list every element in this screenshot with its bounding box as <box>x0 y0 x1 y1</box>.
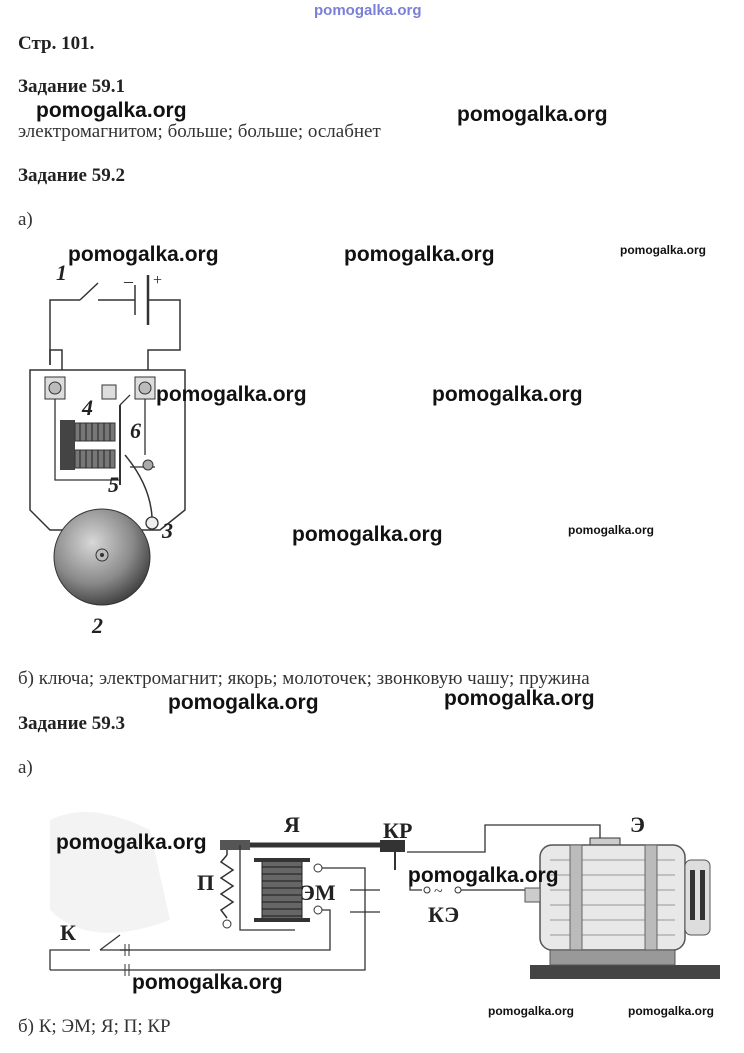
figure-label-kr: КР <box>383 818 413 843</box>
figure-label-plus: + <box>153 272 163 289</box>
watermark: pomogalka.org <box>292 523 443 546</box>
task-59-3-title: Задание 59.3 <box>18 713 125 734</box>
figure-label-e: Э <box>630 812 645 837</box>
watermark: pomogalka.org <box>568 523 655 537</box>
task-59-3-part-a: а) <box>18 757 33 778</box>
watermark: pomogalka.org <box>408 864 559 887</box>
figure-label-3: 3 <box>162 518 173 543</box>
figure-label-ke: КЭ <box>428 902 460 927</box>
figure-label-6: 6 <box>130 418 141 443</box>
watermark: pomogalka.org <box>628 1004 715 1018</box>
watermark: pomogalka.org <box>488 1004 575 1018</box>
figure-label-5: 5 <box>108 472 119 497</box>
task-59-2-part-a: а) <box>18 209 33 230</box>
watermark: pomogalka.org <box>620 243 707 257</box>
watermark: pomogalka.org <box>56 831 207 854</box>
figure-label-minus: – <box>124 271 133 291</box>
watermark: pomogalka.org <box>68 243 219 266</box>
watermark: pomogalka.org <box>457 103 608 126</box>
page-title: Стр. 101. <box>18 33 95 54</box>
figure-label-1: 1 <box>56 260 67 285</box>
watermark: pomogalka.org <box>432 383 583 406</box>
task-59-1-answer: электромагнитом; больше; больше; ослабнет <box>18 121 381 142</box>
svg-text:~: ~ <box>434 883 443 900</box>
watermark: pomogalka.org <box>156 383 307 406</box>
watermark: pomogalka.org <box>36 99 187 122</box>
figure-label-em: ЭМ <box>300 880 336 905</box>
watermark: pomogalka.org <box>132 971 283 994</box>
task-59-2-answer-b: б) ключа; электромагнит; якорь; молоточек; звонковую чашу; пружина <box>18 668 590 689</box>
electric-bell-diagram <box>20 255 220 640</box>
watermark: pomogalka.org <box>444 687 595 710</box>
figure-label-ya: Я <box>284 812 300 837</box>
figure-label-p: П <box>197 870 215 895</box>
watermark: pomogalka.org <box>168 691 319 714</box>
task-59-1-title: Задание 59.1 <box>18 76 125 97</box>
figure-label-k: К <box>60 920 76 945</box>
figure-label-4: 4 <box>82 395 93 420</box>
task-59-2-title: Задание 59.2 <box>18 165 125 186</box>
figure-label-2: 2 <box>92 613 103 638</box>
watermark-top: pomogalka.org <box>314 2 422 19</box>
watermark: pomogalka.org <box>344 243 495 266</box>
task-59-3-answer-b: б) К; ЭМ; Я; П; КР <box>18 1016 171 1037</box>
relay-motor-diagram <box>30 800 720 990</box>
